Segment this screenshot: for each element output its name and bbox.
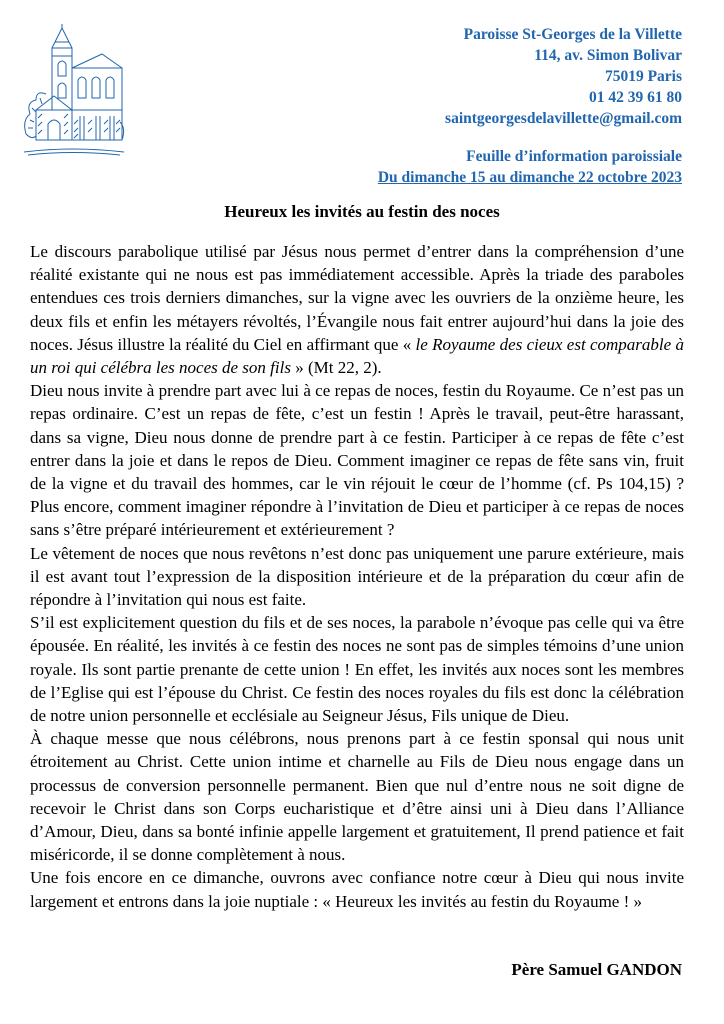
parish-phone: 01 42 39 61 80 bbox=[589, 89, 682, 106]
article-body bbox=[30, 240, 684, 913]
sheet-dates: Du dimanche 15 au dimanche 22 octobre 2023 bbox=[377, 169, 682, 186]
scripture-quote: le Royaume des cieux est comparable à un roi qui célébra les noces de son fils bbox=[30, 334, 684, 378]
parish-email[interactable]: saintgeorgesdelavillette@gmail.com bbox=[445, 110, 682, 127]
signature: Père Samuel GANDON bbox=[511, 960, 682, 979]
paragraph-4: S’il est explicitement question du fils et de ses noces, la parabole n’évoque pas celle qui va être épousée. En réalité, les invités à ce festin des noces ne sont pas de simples témoins d’une union royale. Ils sont partie prenante de cette union ! En effet, les invités aux noces sont les membres de l’Eglise qui est l’épouse du Christ. Ce festin des noces royales du fils est donc la célébration de notre union personnelle et ecclésiale au Seigneur Jésus, Fils unique de Dieu. bbox=[30, 613, 684, 726]
parish-city: 75019 Paris bbox=[604, 68, 682, 85]
paragraph-1-ref: » (Mt 22, 2). bbox=[290, 358, 382, 378]
paragraph-6: Une fois encore en ce dimanche, ouvrons avec confiance notre cœur à Dieu qui nous invite largement et entrons dans la joie nuptiale : « Heureux les invités au festin du Royaume ! » bbox=[30, 868, 684, 911]
parish-header bbox=[378, 24, 682, 188]
paragraph-1-text: Le discours parabolique utilisé par Jésus nous permet d’entrer dans la compréhension d’une réalité existante qui ne nous est pas immédiatement accessible. Après la triade des paraboles entendues ces trois derniers dimanches, sur la vigne avec les ouvriers de la onzième heure, les deux fils et enfin les métayers révoltés, l’Évangile nous fait entrer aujourd’hui dans la joie des noces. Jésus illustre la réalité du Ciel en affirmant que « bbox=[30, 242, 684, 354]
parish-street: 114, av. Simon Bolivar bbox=[534, 47, 682, 64]
paragraph-5: À chaque messe que nous célébrons, nous prenons part à ce festin sponsal qui nous unit étroitement au Christ. Cette union intime et charnelle au Fils de Dieu nous engage dans un processus de conversion personnelle permanent. Bien que nul d’entre nous ne soit digne de recevoir le Christ dans son Corps eucharistique et d’être ainsi uni à Dieu dans l’Alliance d’Amour, Dieu, dans sa bonté infinie appelle largement et gratuitement, Il prend patience et fait miséricorde, il se donne complètement à nous. bbox=[30, 729, 684, 865]
paragraph-2: Dieu nous invite à prendre part avec lui à ce repas de noces, festin du Royaume. Ce n’est pas un repas ordinaire. C’est un repas de fête, c’est un festin ! Après le travail, peut-être harassant, dans sa vigne, Dieu nous donne de prendre part à ce festin. Participer à ce repas de fête c’est entrer dans la joie et dans le repos de Dieu. Comment imaginer ce repas de fête sans vin, fruit de la vigne et du travail des hommes, car le vin réjouit le cœur de l’homme (cf. Ps 104,15) ? Plus encore, comment imaginer répondre à l’invitation de Dieu et participer à ce repas de noces sans s’être préparé intérieurement et extérieurement ? bbox=[30, 381, 684, 540]
sheet-label: Feuille d’information paroissiale bbox=[466, 148, 682, 165]
paragraph-1 bbox=[30, 240, 684, 379]
parish-name: Paroisse St-Georges de la Villette bbox=[463, 26, 682, 43]
header-spacer bbox=[378, 129, 682, 146]
church-drawing-icon bbox=[22, 24, 126, 156]
paragraph-3: Le vêtement de noces que nous revêtons n’est donc pas uniquement une parure extérieure, mais il est avant tout l’expression de la disposition intérieure et de la préparation du cœur afin de répondre à l’invitation qui nous est faite. bbox=[30, 543, 684, 610]
article-title: Heureux les invités au festin des noces bbox=[224, 202, 500, 221]
